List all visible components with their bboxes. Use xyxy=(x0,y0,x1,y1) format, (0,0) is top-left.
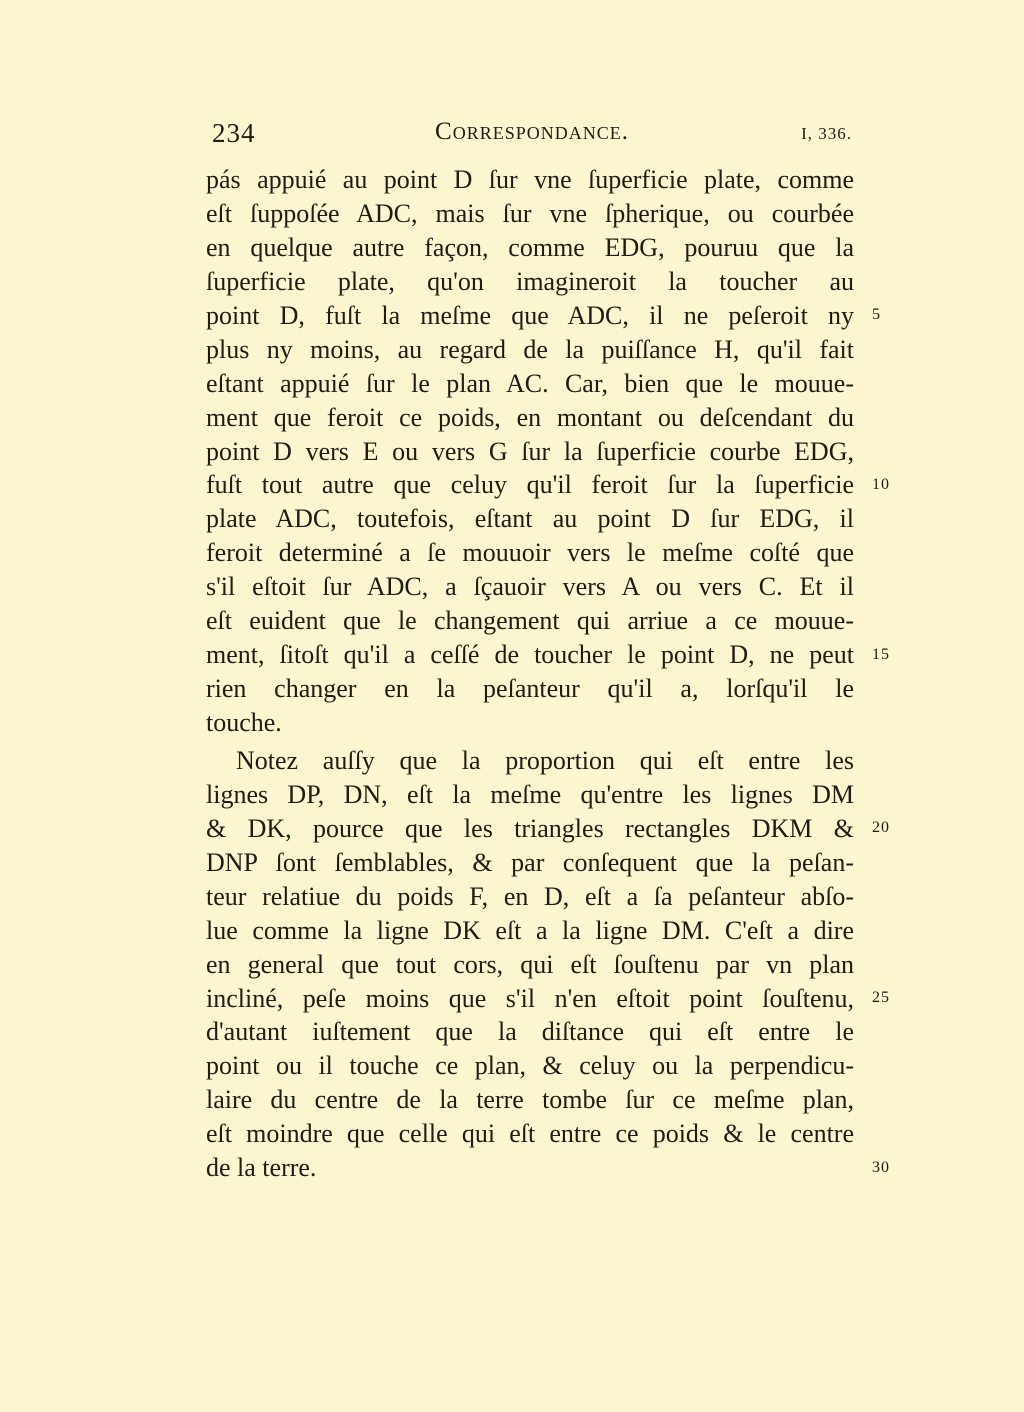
text-line: eſt ſuppoſée ADC, mais ſur vne ſpherique, ou courbée xyxy=(206,198,854,228)
running-header xyxy=(208,116,856,152)
text-line: ſuperficie plate, qu'on imagineroit la toucher au xyxy=(206,266,854,296)
text-line: s'il eſtoit ſur ADC, a ſçauoir vers A ou vers C. Et il xyxy=(206,572,854,602)
text-line: lue comme la ligne DK eſt a la ligne DM. C'eſt a dire xyxy=(206,915,854,945)
text-line: DNP ſont ſemblables, & par conſequent que la peſan- xyxy=(206,847,854,877)
text-line: ment, ſitoſt qu'il a ceſſé de toucher le point D, ne peut xyxy=(206,640,854,670)
volume-reference: I, 336. xyxy=(801,124,852,143)
text-line: touche. xyxy=(206,708,282,737)
text-line: point D vers E ou vers G ſur la ſuperficie courbe EDG, xyxy=(206,436,854,466)
text-line: point ou il touche ce plan, & celuy ou la perpendicu- xyxy=(206,1051,854,1081)
running-title: Correspondance. xyxy=(435,118,629,145)
text-line: & DK, pource que les triangles rectangles DKM & xyxy=(206,813,854,843)
text-line: fuſt tout autre que celuy qu'il feroit ſur la ſuperficie xyxy=(206,470,854,500)
line-number-marker: 10 xyxy=(872,476,890,493)
text-line: en quelque autre façon, comme EDG, pouruu que la xyxy=(206,232,854,262)
line-number-marker: 30 xyxy=(872,1159,890,1176)
text-line: eſtant appuié ſur le plan AC. Car, bien que le mouue- xyxy=(206,368,854,398)
text-line: lignes DP, DN, eſt la meſme qu'entre les lignes DM xyxy=(206,779,854,809)
text-line: eſt moindre que celle qui eſt entre ce poids & le centre xyxy=(206,1119,854,1149)
text-line: plus ny moins, au regard de la puiſſance H, qu'il fait xyxy=(206,334,854,364)
text-line: incliné, peſe moins que s'il n'en eſtoit point ſouſtenu, xyxy=(206,983,854,1013)
paragraph-1 xyxy=(206,163,854,740)
text-line: pás appuié au point D ſur vne ſuperficie plate, comme xyxy=(206,165,854,194)
line-number-marker: 25 xyxy=(872,989,890,1006)
text-body xyxy=(206,163,854,1185)
text-line: feroit determiné a ſe mouuoir vers le meſme coſté que xyxy=(206,538,854,568)
text-line: rien changer en la peſanteur qu'il a, lorſqu'il le xyxy=(206,674,854,704)
line-number-marker: 20 xyxy=(872,819,890,836)
text-line: Notez auſſy que la proportion qui eſt entre les xyxy=(236,745,854,775)
line-number-marker: 15 xyxy=(872,646,890,663)
text-line: plate ADC, toutefois, eſtant au point D ſur EDG, il xyxy=(206,504,854,534)
text-line: d'autant iuſtement que la diſtance qui eſt entre le xyxy=(206,1017,854,1047)
text-line: teur relatiue du poids F, en D, eſt a ſa peſanteur abſo- xyxy=(206,881,854,911)
text-line: en general que tout cors, qui eſt ſouſtenu par vn plan xyxy=(206,949,854,979)
text-line: point D, fuſt la meſme que ADC, il ne peſeroit ny xyxy=(206,300,854,330)
paragraph-2 xyxy=(206,744,854,1185)
page-number: 234 xyxy=(212,118,256,148)
text-line: de la terre. xyxy=(206,1153,317,1183)
line-number-marker: 5 xyxy=(872,306,881,323)
text-line: ment que feroit ce poids, en montant ou deſcendant du xyxy=(206,402,854,432)
text-line: laire du centre de la terre tombe ſur ce meſme plan, xyxy=(206,1085,854,1115)
text-line: eſt euident que le changement qui arriue a ce mouue- xyxy=(206,606,854,636)
